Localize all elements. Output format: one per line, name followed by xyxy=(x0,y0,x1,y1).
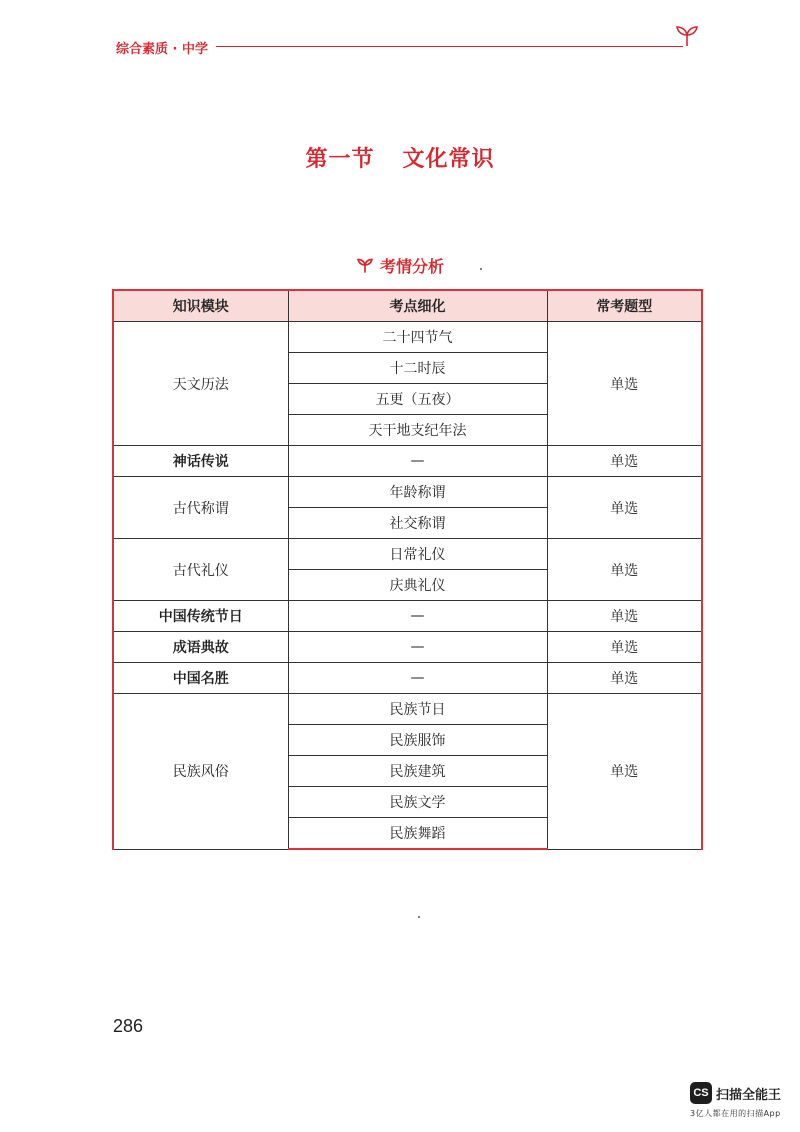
type-cell: 单选 xyxy=(547,632,702,663)
type-cell: 单选 xyxy=(547,663,702,694)
module-cell: 民族风俗 xyxy=(113,694,288,850)
table-row xyxy=(113,601,702,632)
header-rule xyxy=(216,46,683,47)
module-cell: 古代称谓 xyxy=(113,477,288,539)
watermark-tagline: 3亿人都在用的扫描App xyxy=(690,1109,781,1118)
point-cell: 民族文学 xyxy=(288,787,547,818)
sprout-icon xyxy=(674,22,700,48)
type-cell: 单选 xyxy=(547,601,702,632)
watermark-name: 扫描全能王 xyxy=(716,1088,782,1103)
table-row xyxy=(113,663,702,694)
module-cell: 成语典故 xyxy=(113,632,288,663)
point-cell: 二十四节气 xyxy=(288,322,547,353)
column-header: 知识模块 xyxy=(113,290,288,322)
module-cell: 中国名胜 xyxy=(113,663,288,694)
point-cell: 天干地支纪年法 xyxy=(288,415,547,446)
point-cell: 民族服饰 xyxy=(288,725,547,756)
type-cell: 单选 xyxy=(547,539,702,601)
point-cell: 民族节日 xyxy=(288,694,547,725)
type-cell: 单选 xyxy=(547,477,702,539)
exam-analysis-table xyxy=(112,289,703,850)
module-cell: 神话传说 xyxy=(113,446,288,477)
point-cell: 五更（五夜） xyxy=(288,384,547,415)
scanner-watermark xyxy=(690,1082,796,1122)
column-header: 考点细化 xyxy=(288,290,547,322)
section-name: 文化常识 xyxy=(402,147,495,172)
point-cell: 民族建筑 xyxy=(288,756,547,787)
module-cell: 古代礼仪 xyxy=(113,539,288,601)
scan-speck xyxy=(480,268,482,270)
running-header: 综合素质 · 中学 xyxy=(116,42,208,57)
type-cell: 单选 xyxy=(547,322,702,446)
scan-speck xyxy=(418,916,420,918)
table-row xyxy=(113,632,702,663)
table-row xyxy=(113,322,702,353)
table-row xyxy=(113,446,702,477)
sub-heading-text: 考情分析 xyxy=(379,257,444,276)
section-title xyxy=(0,142,800,173)
page-number: 286 xyxy=(113,1016,144,1036)
cs-logo-icon: CS xyxy=(690,1082,712,1104)
sprout-icon xyxy=(356,256,374,274)
point-cell: 十二时辰 xyxy=(288,353,547,384)
point-cell: — xyxy=(288,632,547,663)
point-cell: 年龄称谓 xyxy=(288,477,547,508)
point-cell: — xyxy=(288,446,547,477)
point-cell: 庆典礼仪 xyxy=(288,570,547,601)
point-cell: 民族舞蹈 xyxy=(288,818,547,850)
type-cell: 单选 xyxy=(547,694,702,850)
table-row xyxy=(113,477,702,508)
column-header: 常考题型 xyxy=(547,290,702,322)
point-cell: 日常礼仪 xyxy=(288,539,547,570)
point-cell: 社交称谓 xyxy=(288,508,547,539)
sub-heading xyxy=(0,254,800,277)
point-cell: — xyxy=(288,663,547,694)
point-cell: — xyxy=(288,601,547,632)
module-cell: 中国传统节日 xyxy=(113,601,288,632)
table-header-row xyxy=(113,290,702,322)
section-number: 第一节 xyxy=(305,147,375,172)
type-cell: 单选 xyxy=(547,446,702,477)
table-row xyxy=(113,694,702,725)
table-row xyxy=(113,539,702,570)
module-cell: 天文历法 xyxy=(113,322,288,446)
